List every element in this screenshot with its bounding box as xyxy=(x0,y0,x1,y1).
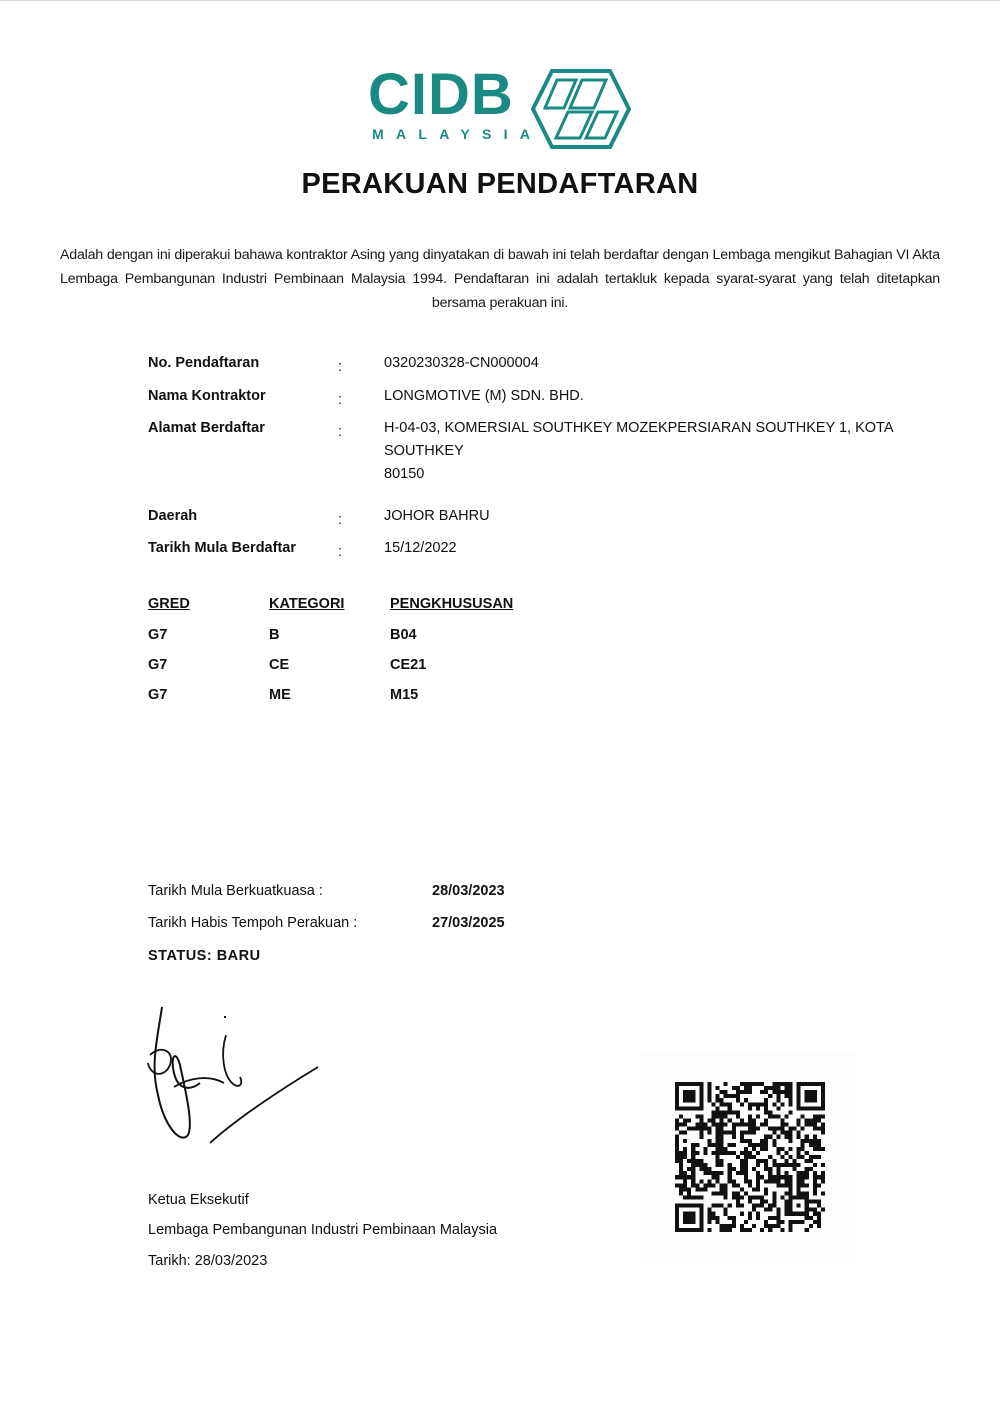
expiry-date-label: Tarikh Habis Tempoh Perakuan : xyxy=(148,915,358,931)
field-colon: : xyxy=(338,359,343,375)
field-label: Nama Kontraktor xyxy=(148,388,266,404)
qr-code-area xyxy=(640,1052,858,1266)
field-colon: : xyxy=(338,544,343,560)
field-label: Daerah xyxy=(148,508,198,524)
field-colon: : xyxy=(338,512,343,528)
address-postcode: 80150 xyxy=(384,466,425,482)
field-value xyxy=(384,417,944,486)
cidb-logo xyxy=(368,64,633,154)
effective-date-label: Tarikh Mula Berkuatkuasa : xyxy=(148,883,323,899)
signer-organization: Lembaga Pembangunan Industri Pembinaan Malaysia xyxy=(148,1222,498,1238)
field-value: 0320230328-CN000004 xyxy=(384,355,539,371)
signature-image xyxy=(140,995,330,1155)
signer-date: Tarikh: 28/03/2023 xyxy=(148,1253,268,1269)
grade-header-gred: GRED xyxy=(148,596,190,612)
field-colon: : xyxy=(338,392,343,408)
qr-code-icon xyxy=(675,1082,825,1232)
intro-paragraph: Adalah dengan ini diperakui bahawa kontraktor Asing yang dinyatakan di bawah ini telah berdaftar dengan Lembaga mengikut Bahagian VI Akta Lembaga Pembangunan Industri Pembinaan Malaysia 1994. Pendaftaran ini adalah tertakluk kepada syarat-syarat yang telah ditetapkan bersama perakuan ini. xyxy=(60,247,940,311)
field-label: Alamat Berdaftar xyxy=(148,420,265,436)
grade-cell: M15 xyxy=(390,687,419,703)
top-border xyxy=(0,0,1000,1)
grade-cell: CE xyxy=(269,657,290,673)
document-title: PERAKUAN PENDAFTARAN xyxy=(301,168,699,200)
grade-cell: G7 xyxy=(148,657,168,673)
grade-cell: CE21 xyxy=(390,657,427,673)
field-label: No. Pendaftaran xyxy=(148,355,260,371)
expiry-date-value: 27/03/2025 xyxy=(432,915,505,931)
grade-cell: G7 xyxy=(148,687,168,703)
field-label: Tarikh Mula Berdaftar xyxy=(148,540,296,556)
effective-date-value: 28/03/2023 xyxy=(432,883,505,899)
grade-header-kategori: KATEGORI xyxy=(269,596,345,612)
field-value: LONGMOTIVE (M) SDN. BHD. xyxy=(384,388,584,404)
grade-header-pengkhususan: PENGKHUSUSAN xyxy=(390,596,514,612)
field-value: JOHOR BAHRU xyxy=(384,508,490,524)
cidb-hexagon-icon xyxy=(530,68,632,150)
address-line-1: H-04-03, KOMERSIAL SOUTHKEY MOZEKPERSIARAN SOUTHKEY 1, KOTA SOUTHKEY xyxy=(384,420,893,459)
grade-cell: B04 xyxy=(390,627,417,643)
logo-wordmark: CIDB xyxy=(368,62,514,127)
field-colon: : xyxy=(338,424,343,440)
status-label: STATUS: BARU xyxy=(148,948,261,964)
signer-position: Ketua Eksekutif xyxy=(148,1192,249,1208)
grade-cell: G7 xyxy=(148,627,168,643)
grade-cell: B xyxy=(269,627,280,643)
field-value: 15/12/2022 xyxy=(384,540,457,556)
logo-subtitle: MALAYSIA xyxy=(372,126,543,142)
grade-cell: ME xyxy=(269,687,291,703)
